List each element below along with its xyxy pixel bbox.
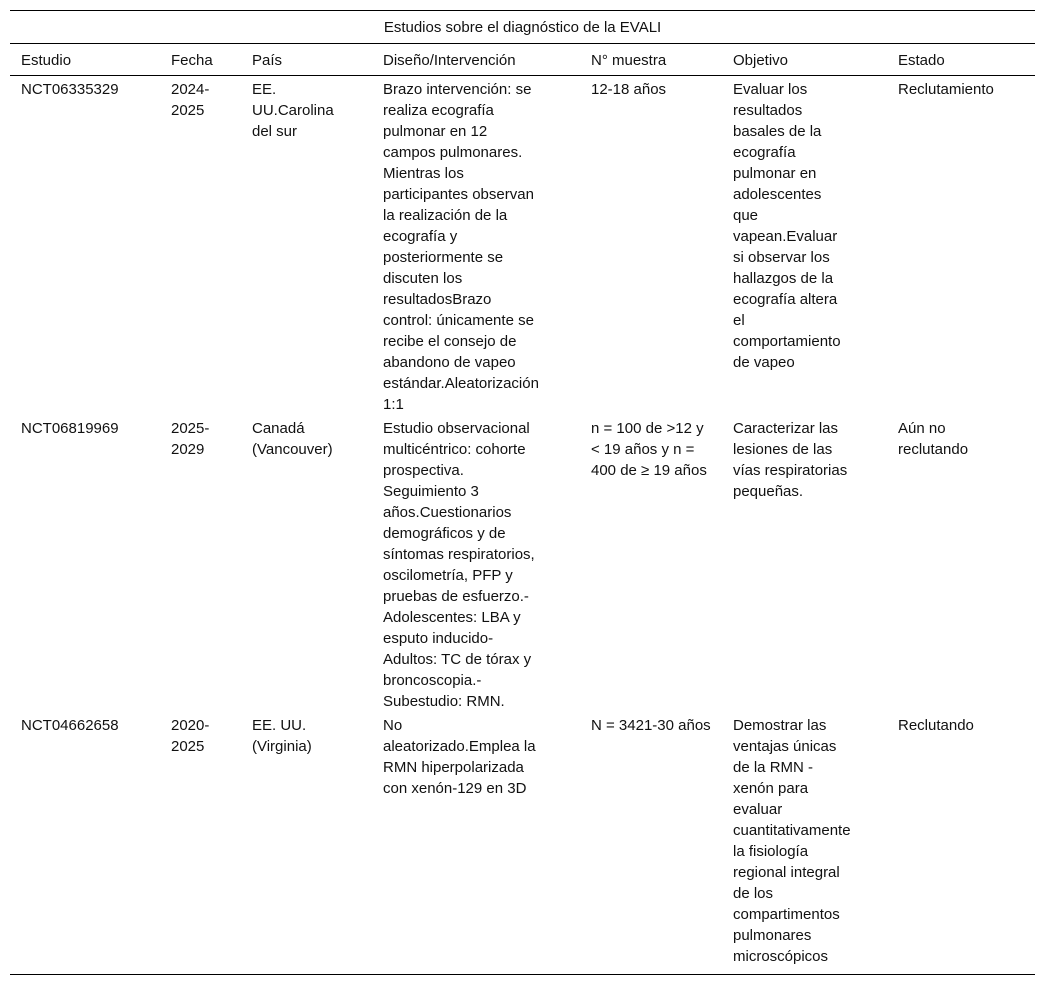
cell-pais: EE. UU. (Virginia) [241,712,372,975]
studies-table-container [10,10,1035,975]
col-header-estudio: Estudio [10,44,160,76]
cell-objetivo: Caracterizar las lesiones de las vías respiratorias pequeñas. [733,420,848,500]
cell-muestra [580,415,722,712]
cell-estudio: NCT06335329 [21,81,119,98]
cell-fecha: 2024- 2025 [171,81,210,119]
cell-fecha: 2025- 2029 [171,420,210,458]
cell-estudio: NCT06819969 [21,420,119,437]
cell-objetivo: Evaluar los resultados basales de la ecografía pulmonar en adolescentes que vapean.Evaluar si observar los hallazgos de la ecografía altera el comportamiento de vapeo [733,81,841,371]
table-row [10,76,1035,416]
col-header-pais: País [241,44,372,76]
col-header-fecha: Fecha [160,44,241,76]
cell-estado: Aún no reclutando [898,420,969,458]
studies-table [10,10,1035,975]
col-header-estado: Estado [887,44,1035,76]
cell-pais: Canadá (Vancouver) [252,420,333,458]
cell-diseno: No aleatorizado.Emplea la RMN hiperpolarizada con xenón-129 en 3D [372,712,580,975]
col-header-muestra: N° muestra [580,44,722,76]
cell-muestra-text: N = 3421-30 años [591,717,711,734]
cell-pais: EE. UU.Carolina del sur [252,81,334,140]
cell-muestra: 12-18 años [591,81,667,98]
cell-estado: Reclutando [887,712,1035,975]
col-header-objetivo: Objetivo [722,44,887,76]
cell-estado: Reclutamiento [898,81,994,98]
table-row [10,415,1035,712]
cell-fecha: 2020- 2025 [160,712,241,975]
table-caption: Estudios sobre el diagnóstico de la EVALI [10,11,1035,44]
cell-objetivo: Demostrar las ventajas únicas de la RMN - xenón para evaluar cuantitativamente la fisiología regional integral de los compartimentos pulmonares microscópicos [722,712,887,975]
cell-diseno: Brazo intervención: se realiza ecografía pulmonar en 12 campos pulmonares. Mientras los participantes observan la realización de la ecografía y posteriormente se discuten los resultadosBrazo control: únicamente se recibe el consejo de abandono de vapeo estándar.Aleatorización 1:1 [383,81,539,413]
cell-diseno: Estudio observacional multicéntrico: cohorte prospectiva. Seguimiento 3 años.Cuestionarios demográficos y de síntomas respiratorios, oscilometría, PFP y pruebas de esfuerzo.- Adolescentes: LBA y esputo inducido- Adultos: TC de tórax y broncoscopia.- Subestudio: RMN. [383,420,535,710]
cell-muestra-text: n = 100 de >12 y < 19 años y n = 400 de ≥ 19 años [591,420,707,479]
cell-estudio: NCT04662658 [10,712,160,975]
table-row [10,712,1035,975]
cell-muestra [580,712,722,975]
header-row [10,44,1035,76]
col-header-diseno: Diseño/Intervención [372,44,580,76]
